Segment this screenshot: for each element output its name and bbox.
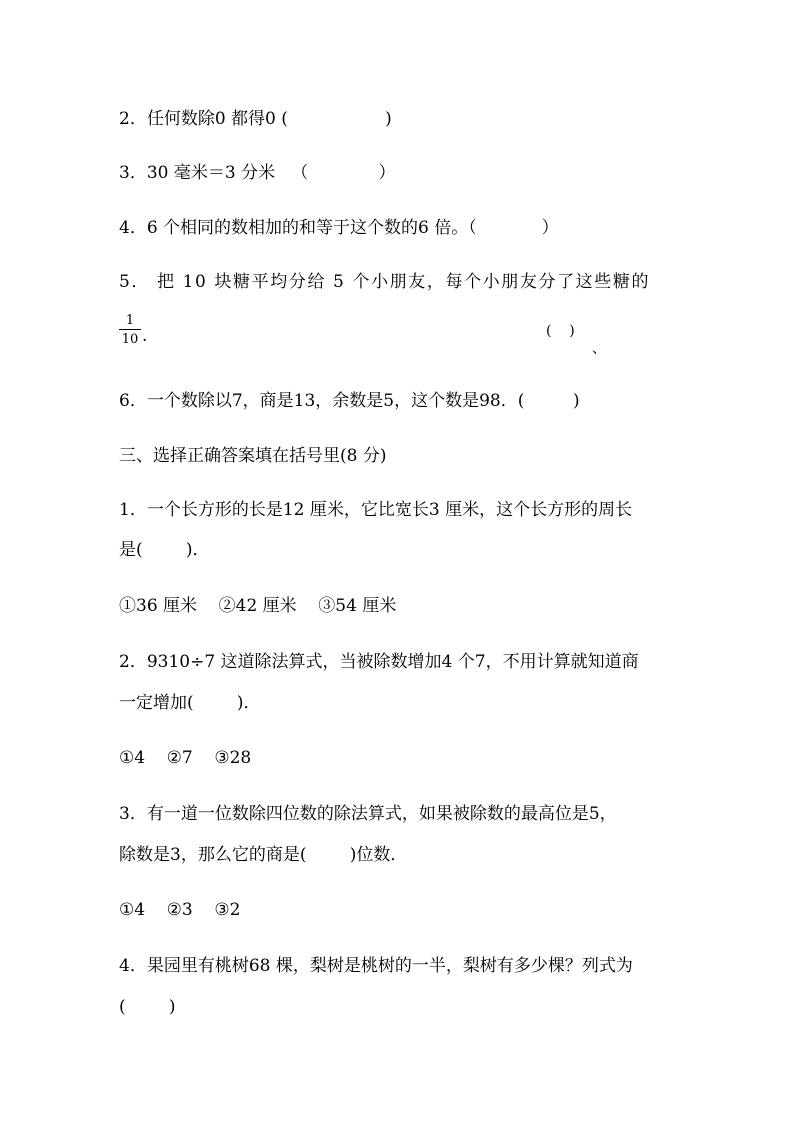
question-5-fraction-period: . (142, 326, 148, 346)
question-3-close-paren: ） (378, 163, 396, 183)
question-3-open-paren: （ (291, 163, 309, 183)
question-5 (119, 272, 650, 292)
question-3-text: 3．30 毫米＝3 分米 (119, 163, 276, 183)
question-5-text: 5． 把 10 块糖平均分给 5 个小朋友，每个小朋友分了这些糖的 (119, 272, 651, 292)
fraction-denominator: 10 (121, 332, 139, 347)
choice-question-2-line1: 2．9310÷7 这道除法算式，当被除数增加4 个7，不用计算就知道商 (119, 652, 639, 672)
question-4-close-paren: ） (541, 218, 559, 238)
choice-question-3-open: 除数是3，那么它的商是( (119, 845, 307, 865)
choice-question-2-open: 一定增加( (119, 693, 194, 713)
choice-question-1-open: 是( (119, 540, 143, 560)
choice-question-1-options: ①36 厘米 ②42 厘米 ③54 厘米 (119, 596, 397, 616)
question-5-answer-paren: ( ) (546, 323, 575, 339)
question-3 (119, 163, 396, 183)
question-5-fraction (119, 313, 141, 347)
section-3-heading: 三、选择正确答案填在括号里(8 分) (119, 446, 387, 466)
choice-question-4-close: ) (168, 997, 176, 1017)
choice-question-3-close: )位数． (349, 845, 408, 865)
question-6-text: 6．一个数除以7，商是13，余数是5，这个数是98．( (119, 391, 525, 411)
choice-question-2-line2 (119, 693, 261, 713)
question-4 (119, 218, 559, 238)
choice-question-1-line1: 1．一个长方形的长是12 厘米，它比宽长3 厘米，这个长方形的周长 (119, 500, 633, 520)
choice-question-4-line2 (119, 997, 176, 1017)
question-5-stray-mark: 、 (592, 341, 606, 357)
choice-question-4-open: ( (119, 997, 126, 1017)
choice-question-2-close: )． (236, 693, 261, 713)
question-2 (119, 109, 392, 129)
fraction-bar (119, 329, 141, 330)
choice-question-2-options: ①4 ②7 ③28 (119, 748, 252, 768)
question-6 (119, 391, 580, 411)
choice-question-3-line2 (119, 845, 407, 865)
question-4-text: 4．6 个相同的数相加的和等于这个数的6 倍。（ (119, 218, 477, 238)
question-2-close-paren: ) (385, 109, 392, 129)
choice-question-3-options: ①4 ②3 ③2 (119, 900, 241, 920)
fraction-numerator: 1 (125, 313, 135, 328)
choice-question-1-line2 (119, 540, 210, 560)
question-2-text: 2．任何数除0 都得0 ( (119, 109, 288, 129)
question-6-close-paren: ) (572, 391, 580, 411)
choice-question-4-line1: 4．果园里有桃树68 棵，梨树是桃树的一半，梨树有多少棵？列式为 (119, 956, 633, 976)
choice-question-3-line1: 3．有一道一位数除四位数的除法算式，如果被除数的最高位是5， (119, 804, 617, 824)
choice-question-1-close: )． (185, 540, 210, 560)
